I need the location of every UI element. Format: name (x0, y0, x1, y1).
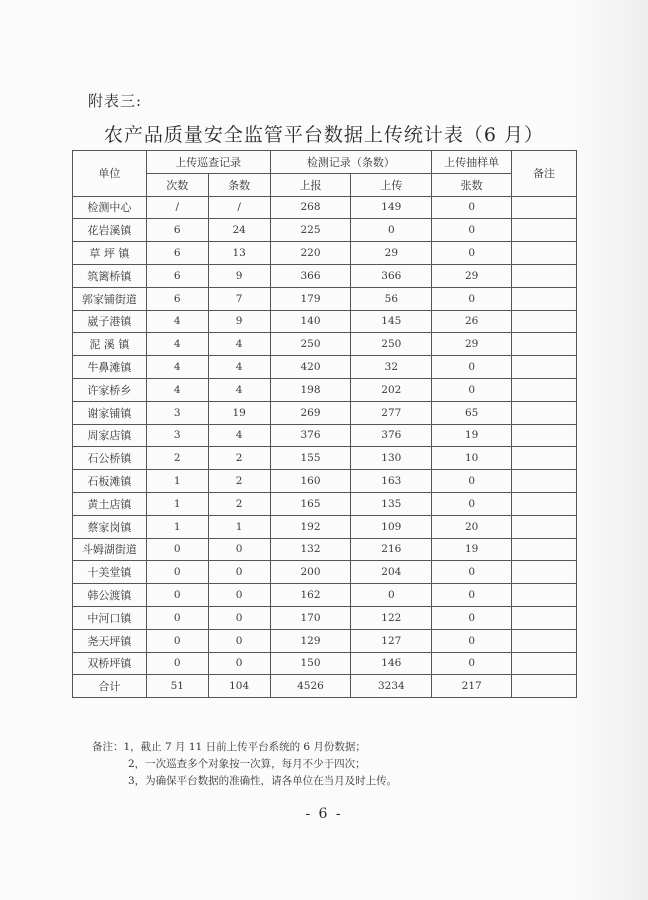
cell-unit: 中河口镇 (73, 606, 147, 629)
cell-patrol-items: 0 (208, 538, 270, 561)
cell-unit: 崴子港镇 (73, 310, 147, 333)
note-line: 备注：1，截止 7 月 11 日前上传平台系统的 6 月份数据； (92, 741, 366, 753)
cell-patrol-times: 6 (146, 264, 208, 287)
cell-unit: 花岩溪镇 (73, 219, 147, 242)
cell-test-reported: 420 (270, 356, 351, 379)
cell-remarks (512, 356, 577, 379)
header-patrol-times: 次数 (146, 173, 208, 196)
cell-test-uploaded: 3234 (351, 675, 432, 698)
cell-test-uploaded: 29 (351, 242, 432, 265)
cell-sample-sheets: 0 (432, 606, 512, 629)
cell-test-reported: 198 (270, 378, 351, 401)
cell-patrol-items: 7 (208, 287, 270, 310)
cell-patrol-times: 0 (146, 652, 208, 675)
cell-remarks (512, 561, 577, 584)
cell-test-reported: 269 (270, 401, 351, 424)
cell-test-uploaded: 135 (351, 492, 432, 515)
statistics-table (72, 150, 577, 698)
note-line: 2，一次巡查多个对象按一次算，每月不少于四次； (128, 758, 366, 770)
header-unit: 单位 (73, 151, 147, 197)
cell-patrol-items: 0 (208, 606, 270, 629)
cell-patrol-items: 4 (208, 378, 270, 401)
cell-remarks (512, 492, 577, 515)
cell-sample-sheets: 20 (432, 515, 512, 538)
table-row (73, 401, 577, 424)
table-row (73, 287, 577, 310)
cell-unit: 合计 (73, 675, 147, 698)
cell-remarks (512, 606, 577, 629)
table-row (73, 356, 577, 379)
cell-patrol-times: 1 (146, 515, 208, 538)
cell-unit: 蔡家岗镇 (73, 515, 147, 538)
table-row (73, 652, 577, 675)
cell-unit: 石公桥镇 (73, 447, 147, 470)
cell-test-reported: 179 (270, 287, 351, 310)
cell-patrol-items: 19 (208, 401, 270, 424)
cell-test-uploaded: 130 (351, 447, 432, 470)
cell-sample-sheets: 0 (432, 629, 512, 652)
table-row (73, 584, 577, 607)
cell-test-reported: 200 (270, 561, 351, 584)
cell-patrol-times: 4 (146, 378, 208, 401)
cell-test-reported: 155 (270, 447, 351, 470)
cell-patrol-times: 4 (146, 310, 208, 333)
cell-test-uploaded: 250 (351, 333, 432, 356)
cell-unit: 草 坪 镇 (73, 242, 147, 265)
cell-patrol-items: 0 (208, 561, 270, 584)
header-test-reported: 上报 (270, 173, 351, 196)
table-row (73, 378, 577, 401)
cell-test-uploaded: 146 (351, 652, 432, 675)
cell-patrol-times: 0 (146, 584, 208, 607)
cell-unit: 十美堂镇 (73, 561, 147, 584)
cell-remarks (512, 424, 577, 447)
cell-sample-sheets: 0 (432, 219, 512, 242)
header-remarks: 备注 (512, 151, 577, 197)
cell-remarks (512, 470, 577, 493)
cell-patrol-times: 0 (146, 561, 208, 584)
header-patrol-group: 上传巡查记录 (146, 151, 270, 174)
cell-sample-sheets: 0 (432, 242, 512, 265)
cell-remarks (512, 310, 577, 333)
cell-sample-sheets: 0 (432, 584, 512, 607)
cell-sample-sheets: 19 (432, 538, 512, 561)
cell-patrol-items: 24 (208, 219, 270, 242)
cell-test-uploaded: 163 (351, 470, 432, 493)
cell-remarks (512, 287, 577, 310)
table-row (73, 561, 577, 584)
cell-patrol-times: 0 (146, 538, 208, 561)
cell-unit: 郭家铺街道 (73, 287, 147, 310)
cell-test-reported: 366 (270, 264, 351, 287)
cell-sample-sheets: 0 (432, 287, 512, 310)
cell-sample-sheets: 0 (432, 356, 512, 379)
header-test-uploaded: 上传 (351, 173, 432, 196)
cell-patrol-times: 6 (146, 219, 208, 242)
cell-test-uploaded: 0 (351, 584, 432, 607)
cell-test-reported: 192 (270, 515, 351, 538)
cell-patrol-times: 4 (146, 356, 208, 379)
cell-patrol-times: 0 (146, 629, 208, 652)
cell-test-uploaded: 202 (351, 378, 432, 401)
cell-patrol-items: 4 (208, 356, 270, 379)
cell-test-uploaded: 216 (351, 538, 432, 561)
cell-patrol-items: 9 (208, 264, 270, 287)
table-body (73, 196, 577, 698)
cell-patrol-items: 9 (208, 310, 270, 333)
cell-remarks (512, 378, 577, 401)
cell-patrol-times: 51 (146, 675, 208, 698)
header-patrol-items: 条数 (208, 173, 270, 196)
cell-patrol-items: 2 (208, 470, 270, 493)
cell-patrol-times: 3 (146, 424, 208, 447)
cell-patrol-items: 2 (208, 447, 270, 470)
table-row (73, 515, 577, 538)
cell-patrol-times: 1 (146, 470, 208, 493)
cell-remarks (512, 538, 577, 561)
cell-patrol-times: / (146, 196, 208, 219)
cell-unit: 石板滩镇 (73, 470, 147, 493)
cell-sample-sheets: 0 (432, 196, 512, 219)
cell-remarks (512, 584, 577, 607)
table-row (73, 470, 577, 493)
cell-test-uploaded: 0 (351, 219, 432, 242)
cell-remarks (512, 264, 577, 287)
cell-test-reported: 376 (270, 424, 351, 447)
cell-patrol-items: 0 (208, 652, 270, 675)
cell-sample-sheets: 19 (432, 424, 512, 447)
cell-test-uploaded: 145 (351, 310, 432, 333)
table-row (73, 424, 577, 447)
cell-sample-sheets: 0 (432, 470, 512, 493)
cell-sample-sheets: 0 (432, 378, 512, 401)
cell-patrol-times: 2 (146, 447, 208, 470)
cell-test-reported: 162 (270, 584, 351, 607)
cell-test-uploaded: 149 (351, 196, 432, 219)
table-row (73, 219, 577, 242)
table-row (73, 242, 577, 265)
cell-sample-sheets: 29 (432, 333, 512, 356)
cell-remarks (512, 652, 577, 675)
cell-test-uploaded: 376 (351, 424, 432, 447)
cell-unit: 韩公渡镇 (73, 584, 147, 607)
cell-unit: 斗姆湖街道 (73, 538, 147, 561)
cell-remarks (512, 515, 577, 538)
cell-unit: 双桥坪镇 (73, 652, 147, 675)
cell-test-reported: 140 (270, 310, 351, 333)
table-row (73, 447, 577, 470)
cell-unit: 黄土店镇 (73, 492, 147, 515)
cell-test-uploaded: 56 (351, 287, 432, 310)
cell-unit: 周家店镇 (73, 424, 147, 447)
cell-patrol-items: 1 (208, 515, 270, 538)
cell-test-reported: 160 (270, 470, 351, 493)
cell-patrol-items: 13 (208, 242, 270, 265)
cell-sample-sheets: 0 (432, 561, 512, 584)
cell-patrol-items: 4 (208, 333, 270, 356)
table-title: 农产品质量安全监管平台数据上传统计表（6 月） (103, 124, 545, 146)
cell-unit: 检测中心 (73, 196, 147, 219)
notes-section (92, 739, 397, 790)
table-row (73, 310, 577, 333)
cell-remarks (512, 629, 577, 652)
cell-remarks (512, 242, 577, 265)
cell-sample-sheets: 217 (432, 675, 512, 698)
cell-remarks (512, 401, 577, 424)
table-row (73, 538, 577, 561)
cell-patrol-times: 1 (146, 492, 208, 515)
cell-remarks (512, 675, 577, 698)
table-row (73, 606, 577, 629)
cell-unit: 许家桥乡 (73, 378, 147, 401)
appendix-label: 附表三: (88, 92, 143, 110)
cell-test-uploaded: 122 (351, 606, 432, 629)
table-row (73, 492, 577, 515)
cell-sample-sheets: 0 (432, 652, 512, 675)
cell-test-reported: 165 (270, 492, 351, 515)
cell-patrol-times: 6 (146, 287, 208, 310)
header-sample-group: 上传抽样单 (432, 151, 512, 174)
cell-test-uploaded: 366 (351, 264, 432, 287)
cell-remarks (512, 219, 577, 242)
cell-test-reported: 220 (270, 242, 351, 265)
cell-sample-sheets: 65 (432, 401, 512, 424)
cell-test-reported: 250 (270, 333, 351, 356)
table-row (73, 333, 577, 356)
cell-test-uploaded: 127 (351, 629, 432, 652)
cell-patrol-items: 4 (208, 424, 270, 447)
cell-remarks (512, 196, 577, 219)
header-sample-sheets: 张数 (432, 173, 512, 196)
header-row-2 (73, 173, 577, 196)
cell-test-uploaded: 32 (351, 356, 432, 379)
cell-test-reported: 129 (270, 629, 351, 652)
cell-test-reported: 132 (270, 538, 351, 561)
total-row (73, 675, 577, 698)
cell-patrol-items: 2 (208, 492, 270, 515)
table-row (73, 629, 577, 652)
cell-patrol-times: 3 (146, 401, 208, 424)
cell-unit: 谢家铺镇 (73, 401, 147, 424)
cell-patrol-items: / (208, 196, 270, 219)
cell-sample-sheets: 10 (432, 447, 512, 470)
cell-test-reported: 150 (270, 652, 351, 675)
cell-sample-sheets: 26 (432, 310, 512, 333)
cell-unit: 泥 溪 镇 (73, 333, 147, 356)
cell-test-uploaded: 109 (351, 515, 432, 538)
cell-patrol-items: 0 (208, 629, 270, 652)
cell-sample-sheets: 0 (432, 492, 512, 515)
table-row (73, 196, 577, 219)
cell-patrol-items: 0 (208, 584, 270, 607)
cell-test-uploaded: 204 (351, 561, 432, 584)
page-number: - 6 - (305, 806, 343, 822)
cell-test-reported: 225 (270, 219, 351, 242)
cell-sample-sheets: 29 (432, 264, 512, 287)
cell-remarks (512, 333, 577, 356)
cell-test-uploaded: 277 (351, 401, 432, 424)
header-test-group: 检测记录（条数） (270, 151, 432, 174)
header-row-1 (73, 151, 577, 174)
cell-unit: 牛鼻滩镇 (73, 356, 147, 379)
cell-patrol-times: 0 (146, 606, 208, 629)
cell-patrol-items: 104 (208, 675, 270, 698)
note-line: 3，为确保平台数据的准确性，请各单位在当月及时上传。 (128, 775, 398, 787)
cell-unit: 尧天坪镇 (73, 629, 147, 652)
table-row (73, 264, 577, 287)
cell-patrol-times: 6 (146, 242, 208, 265)
cell-test-reported: 170 (270, 606, 351, 629)
cell-test-reported: 4526 (270, 675, 351, 698)
cell-patrol-times: 4 (146, 333, 208, 356)
cell-remarks (512, 447, 577, 470)
cell-unit: 筑篱桥镇 (73, 264, 147, 287)
cell-test-reported: 268 (270, 196, 351, 219)
